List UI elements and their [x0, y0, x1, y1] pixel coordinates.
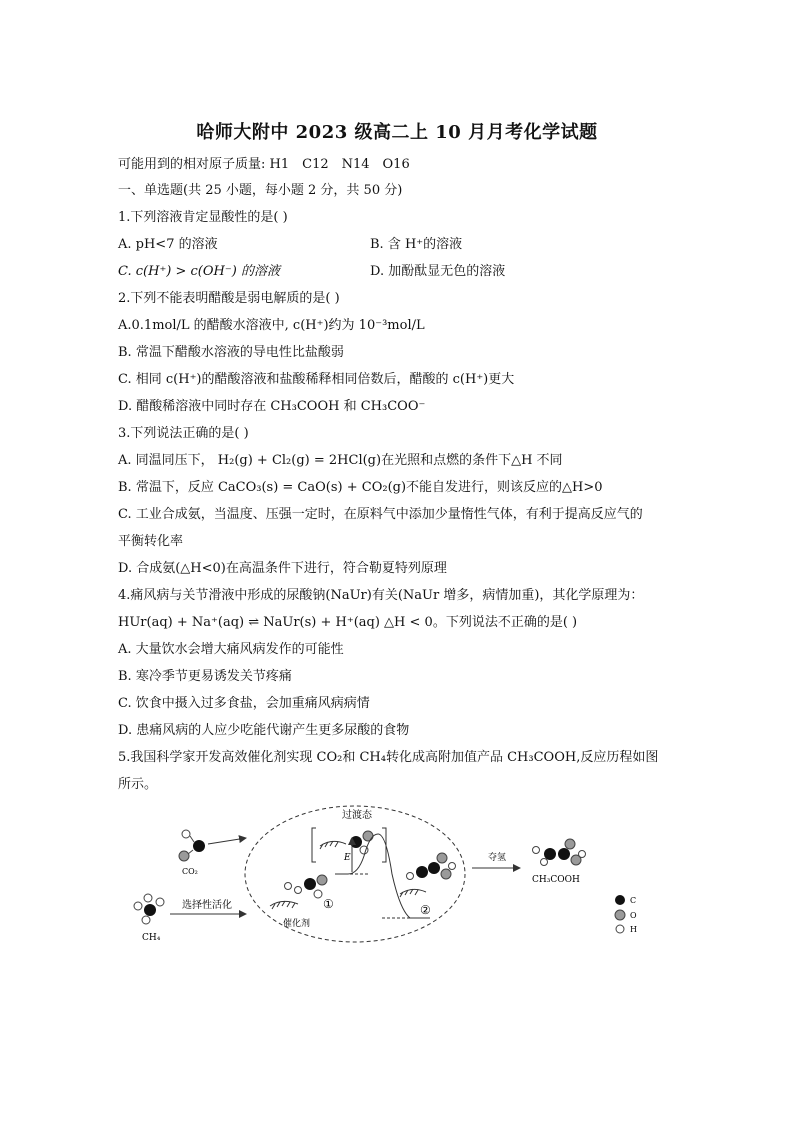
q3-option-a: A. 同温同压下， H₂(g) + Cl₂(g) = 2HCl(g)在光照和点燃的条件下△H 不同	[118, 453, 563, 468]
legend-hydrogen-label: H	[630, 925, 637, 934]
energy-label: E	[344, 853, 351, 863]
transition-state-label: 过渡态	[342, 810, 372, 821]
acetic-acid-molecule	[533, 839, 586, 866]
legend-oxygen-swatch	[615, 910, 625, 920]
ch4-molecule	[134, 894, 164, 924]
co2-arrow	[208, 838, 246, 844]
energy-profile-curve	[335, 834, 430, 918]
catalyst-label: 催化剂	[283, 919, 311, 929]
q2-option-a: A.0.1mol/L 的醋酸水溶液中, c(H⁺)约为 10⁻³mol/L	[118, 318, 425, 333]
ts-bracket-left	[312, 828, 316, 862]
dehydrogenation-label: 夺氢	[488, 853, 507, 863]
co2-label: CO₂	[182, 867, 198, 876]
q1-option-c: C. c(H⁺) > c(OH⁻) 的溶液	[118, 264, 280, 279]
reaction-diagram	[120, 798, 680, 948]
q5-stem: 5.我国科学家开发高效催化剂实现 CO₂和 CH₄转化成高附加值产品 CH₃COOH,反应历程如图	[118, 750, 659, 765]
step-1-label: ①	[323, 897, 334, 911]
q1-option-a: A. pH<7 的溶液	[118, 237, 218, 252]
adsorbed-intermediate	[285, 875, 328, 898]
legend-carbon-label: C	[630, 896, 637, 905]
q4-option-b: B. 寒冷季节更易诱发关节疼痛	[118, 669, 292, 684]
q4-equation: HUr(aq) + Na⁺(aq) ⇌ NaUr(s) + H⁺(aq) △H < 0。下列说法不正确的是( )	[118, 615, 578, 630]
step-2-label: ②	[420, 903, 431, 917]
q3-option-c-cont: 平衡转化率	[118, 534, 184, 549]
q3-option-d: D. 合成氨(△H<0)在高温条件下进行，符合勒夏特列原理	[118, 561, 447, 576]
q4-option-d: D. 患痛风病的人应少吃能代谢产生更多尿酸的食物	[118, 723, 410, 738]
q5-stem-cont: 所示。	[118, 777, 158, 792]
q2-option-c: C. 相同 c(H⁺)的醋酸溶液和盐酸稀释相同倍数后，醋酸的 c(H⁺)更大	[118, 372, 515, 387]
q3-option-b: B. 常温下，反应 CaCO₃(s) = CaO(s) + CO₂(g)不能自发进行，则该反应的△H>0	[118, 480, 603, 495]
catalyst-surface	[270, 841, 426, 909]
product-label: CH₃COOH	[532, 875, 580, 885]
q3-option-c: C. 工业合成氨，当温度、压强一定时，在原料气中添加少量惰性气体，有利于提高反应气的	[118, 507, 643, 522]
q2-option-b: B. 常温下醋酸水溶液的导电性比盐酸弱	[118, 345, 344, 360]
page-title: 哈师大附中 2023 级高二上 10 月月考化学试题	[196, 122, 598, 143]
atom-legend	[615, 895, 637, 934]
q4-stem: 4.痛风病与关节滑液中形成的尿酸钠(NaUr)有关(NaUr 增多，病情加重)，其化学原理为：	[118, 588, 644, 603]
section-heading: 一、单选题(共 25 小题，每小题 2 分，共 50 分)	[118, 183, 403, 198]
legend-hydrogen-swatch	[616, 925, 624, 933]
q2-stem: 2.下列不能表明醋酸是弱电解质的是( )	[118, 291, 340, 306]
activation-label: 选择性活化	[182, 900, 232, 911]
ch4-label: CH₄	[142, 933, 161, 943]
transition-state-molecule	[350, 831, 373, 854]
co2-molecule	[179, 830, 205, 861]
q2-option-d: D. 醋酸稀溶液中同时存在 CH₃COOH 和 CH₃COO⁻	[118, 399, 426, 414]
q1-option-b: B. 含 H⁺的溶液	[370, 237, 463, 252]
q1-stem: 1.下列溶液肯定显酸性的是( )	[118, 210, 288, 225]
atomic-mass-line: 可能用到的相对原子质量: H1 C12 N14 O16	[118, 157, 410, 172]
legend-carbon-swatch	[615, 895, 625, 905]
legend-oxygen-label: O	[630, 911, 637, 920]
q1-option-d: D. 加酚酞显无色的溶液	[370, 264, 506, 279]
q4-option-a: A. 大量饮水会增大痛风病发作的可能性	[118, 642, 344, 657]
q3-stem: 3.下列说法正确的是( )	[118, 426, 249, 441]
q4-option-c: C. 饮食中摄入过多食盐，会加重痛风病病情	[118, 696, 370, 711]
second-intermediate	[407, 853, 456, 880]
